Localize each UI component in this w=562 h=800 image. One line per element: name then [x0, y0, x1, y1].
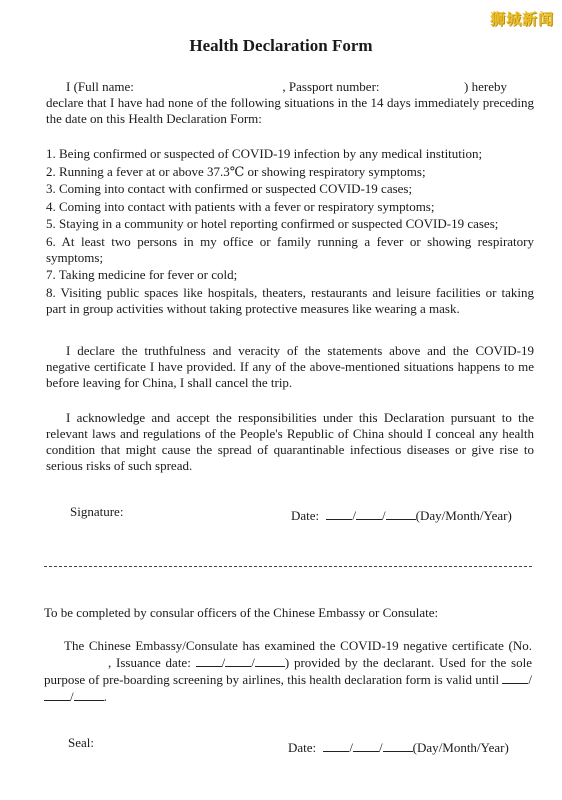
date-format-hint: (Day/Month/Year)	[415, 508, 512, 523]
intro-rest: declare that I have had none of the following situations in the 14 days immediately preceding the date on this Health Declaration Form:	[46, 95, 534, 126]
full-name-label: I (Full name:	[66, 79, 134, 94]
month-field[interactable]	[353, 739, 379, 752]
issuance-year-field[interactable]	[255, 654, 285, 667]
signature-label: Signature:	[70, 504, 124, 519]
form-title: Health Declaration Form	[189, 36, 373, 55]
year-field[interactable]	[386, 507, 416, 520]
truthfulness-paragraph: I declare the truthfulness and veracity of the statements above and the COVID-19 negative certificate I have provided. If any of the above-mentioned situations happens to me before leaving for China, I shall cancel the trip.	[46, 343, 534, 390]
month-field[interactable]	[356, 507, 382, 520]
year-field[interactable]	[383, 739, 413, 752]
section-divider	[44, 566, 532, 567]
situation-item: 8. Visiting public spaces like hospitals, theaters, restaurants and leisure facilities or taking part in group activities without taking protective measures like wearing a mask.	[46, 284, 534, 316]
intro-paragraph	[46, 79, 534, 127]
valid-month-field[interactable]	[44, 688, 70, 701]
consular-end: .	[103, 689, 107, 704]
situation-item: 1. Being confirmed or suspected of COVID-19 infection by any medical institution;	[46, 146, 483, 161]
situations-list	[46, 146, 534, 318]
source-watermark: 狮城新闻	[489, 10, 554, 28]
valid-day-field[interactable]	[502, 671, 528, 684]
date-label: Date:	[288, 740, 317, 755]
day-field[interactable]	[323, 739, 349, 752]
consular-paragraph: The Chinese Embassy/Consulate has examined the COVID-19 negative certificate (No. , Issuance date: / / ) provided by the declarant. Used for the sole purpose of pre-boarding screening by airlines, this health declaration form is valid until // .	[44, 638, 532, 704]
situation-item: 4. Coming into contact with patients with a fever or respiratory symptoms;	[46, 198, 435, 214]
issuance-day-field[interactable]	[196, 654, 222, 667]
passport-number-label: , Passport number:	[282, 79, 380, 94]
seal-label: Seal:	[68, 735, 94, 750]
issuance-month-field[interactable]	[225, 654, 251, 667]
day-field[interactable]	[326, 507, 352, 520]
valid-year-field[interactable]	[74, 688, 104, 701]
consular-part1: The Chinese Embassy/Consulate has examined the COVID-19 negative certificate (No.	[64, 638, 532, 653]
situation-item: 6. At least two persons in my office or family running a fever or showing respiratory symptoms;	[46, 233, 534, 265]
intro-first-line	[46, 79, 534, 95]
consular-date-row: Date: / / (Day/Month/Year)	[288, 740, 509, 755]
responsibility-paragraph: I acknowledge and accept the responsibilities under this Declaration pursuant to the relevant laws and regulations of the People's Republic of China should I conceal any health condition that might cause the spread of quarantinable infectious diseases or give rise to serious risks of such spread.	[46, 410, 534, 473]
date-format-hint: (Day/Month/Year)	[412, 740, 509, 755]
consular-part2: ) provided by the declarant. Used for the sole purpose of pre-boarding screening by airlines, this health declaration form is valid until	[44, 655, 532, 687]
situation-item: 7. Taking medicine for fever or cold;	[46, 267, 238, 282]
situation-item: 5. Staying in a community or hotel reporting confirmed or suspected COVID-19 cases;	[46, 216, 499, 231]
date-label: Date:	[291, 508, 320, 523]
hereby-text: ) hereby	[464, 79, 507, 94]
situation-item: 3. Coming into contact with confirmed or suspected COVID-19 cases;	[46, 181, 413, 196]
consular-heading: To be completed by consular officers of the Chinese Embassy or Consulate:	[44, 605, 439, 620]
declarant-date-row: Date: / / (Day/Month/Year)	[291, 508, 512, 523]
issuance-date-label: , Issuance date:	[108, 655, 191, 670]
situation-item: 2. Running a fever at or above 37.3℃ or showing respiratory symptoms;	[46, 163, 426, 179]
